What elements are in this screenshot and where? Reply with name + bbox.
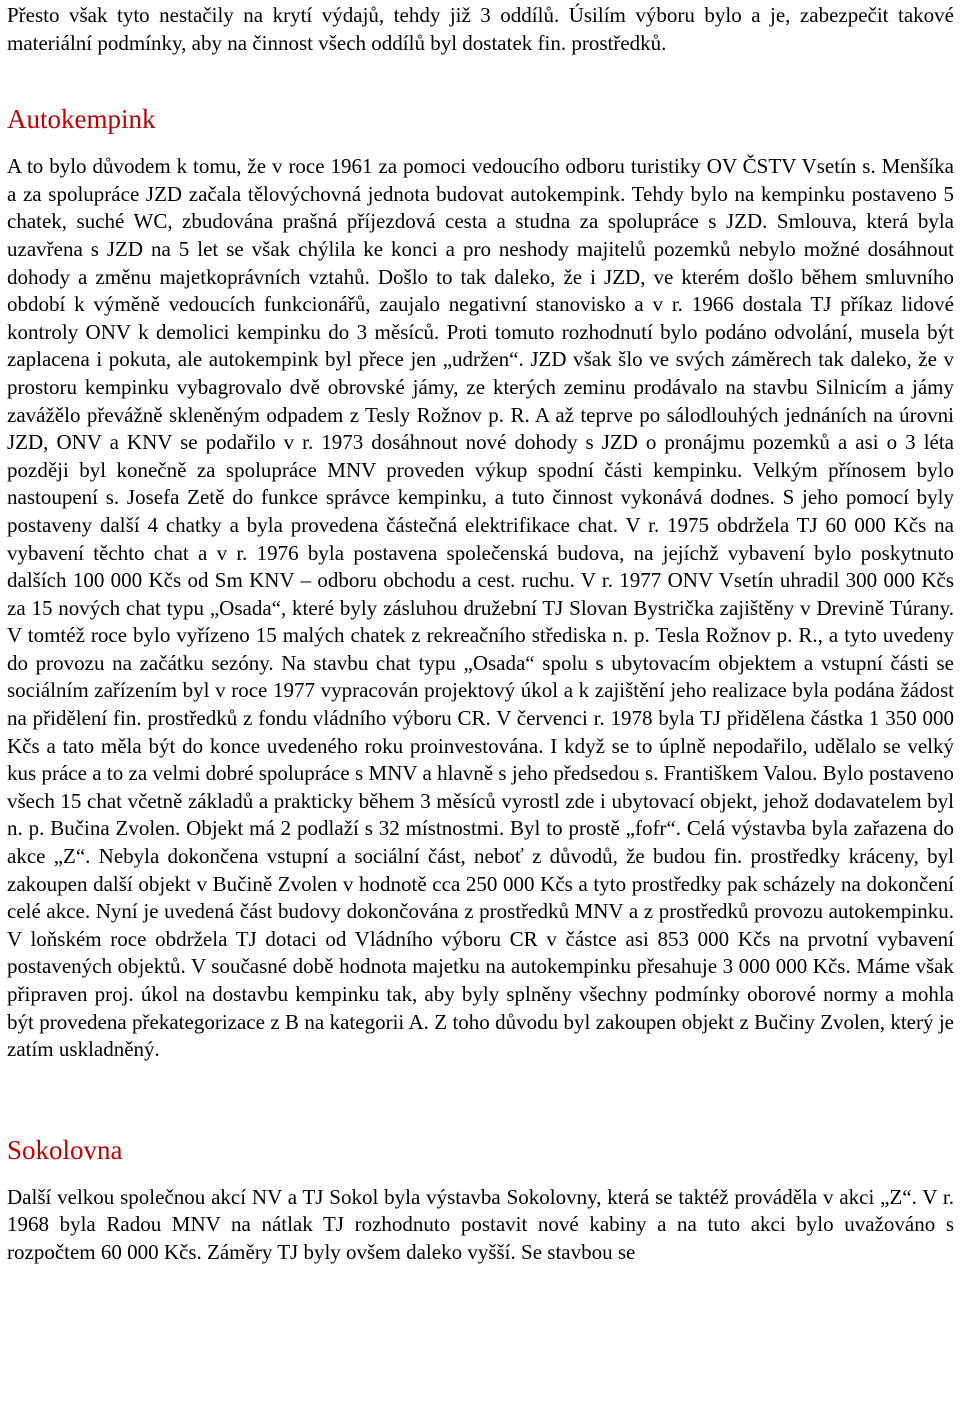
section-heading-autokempink: Autokempink (7, 104, 156, 135)
autokempink-paragraph: A to bylo důvodem k tomu, že v roce 1961 za pomoci vedoucího odboru turistiky OV ČSTV Vsetín s. Menšíka a za spolupráce JZD začala tělovýchovná jednota budovat autokempink. Tehdy bylo na kempinku postaveno 5 chatek, suché WC, zbudována prašná příjezdová cesta a studna za spolupráce s JZD. Smlouva, která byla uzavřena s JZD na 5 let se však chýlila ke konci a pro neshody majitelů pozemků nebylo možné dosáhnout dohody a změnu majetkoprávních vztahů. Došlo to tak daleko, že i JZD, ve kterém došlo během smluvního období k výměně vedoucích funkcionářů, zaujalo negativní stanovisko a v r. 1966 dostala TJ příkaz lidové kontroly ONV k demolici kempinku do 3 měsíců. Proti tomuto rozhodnutí bylo podáno odvolání, musela být zaplacena i pokuta, ale autokempink byl přece jen „udržen“. JZD však šlo ve svých záměrech tak daleko, že v prostoru kempinku vybagrovalo dvě obrovské jámy, ze kterých zeminu prodávalo na stavbu Silnicím a jámy zavážělo převážně skleněným odpadem z Tesly Rožnov p. R. A až teprve po sálodlouhých jednáních na úrovni JZD, ONV a KNV se podařilo v r. 1973 dosáhnout nové dohody s JZD o pronájmu pozemků a asi o 3 léta později byl konečně za spolupráce MNV proveden výkup spodní části kempinku. Velkým přínosem bylo nastoupení s. Josefa Zetě do funkce správce kempinku, a tuto činnost vykonává dodnes. S jeho pomocí byly postaveny další 4 chatky a byla provedena částečná elektrifikace chat. V r. 1975 obdržela TJ 60 000 Kčs na vybavení těchto chat a v r. 1976 byla postavena společenská budova, na jejíchž vybavení bylo poskytnuto dalších 100 000 Kčs od Sm KNV – odboru obchodu a cest. ruchu. V r. 1977 ONV Vsetín uhradil 300 000 Kčs za 15 nových chat typu „Osada“, které byly zásluhou družební TJ Slovan Bystrička zajištěny v Drevině Túrany. V tomtéž roce bylo vyřízeno 15 malých chatek z rekreačního střediska n. p. Tesla Rožnov p. R., a tyto uvedeny do provozu na začátku sezóny. Na stavbu chat typu „Osada“ spolu s ubytovacím objektem a vstupní části se sociálním zařízením byl v roce 1977 vypracován projektový úkol a k zajištění jeho realizace byla podána žádost na přidělení fin. prostředků z fondu vládního výboru CR. V červenci r. 1978 byla TJ přidělena částka 1 350 000 Kčs a tato měla být do konce uvedeného roku proinvestována. I když se to úplně nepodařilo, udělalo se velký kus práce a to za velmi dobré spolupráce s MNV a hlavně s jeho předsedou s. Františkem Valou. Bylo postaveno všech 15 chat včetně základů a prakticky během 3 měsíců vyrostl zde i ubytovací objekt, jehož dodavatelem byl n. p. Bučina Zvolen. Objekt má 2 podlaží s 32 místnostmi. Byl to prostě „fofr“. Celá výstavba byla zařazena do akce „Z“. Nebyla dokončena vstupní a sociální část, neboť z důvodů, že budou fin. prostředky kráceny, byl zakoupen další objekt v Bučině Zvolen v hodnotě cca 250 000 Kčs a tyto prostředky pak scházely na dokončení celé akce. Nyní je uvedená část budovy dokončována z prostředků MNV a z prostředků provozu autokempinku. V loňském roce obdržela TJ dotaci od Vládního výboru CR v částce asi 853 000 Kčs na prvotní vybavení postavených objektů. V současné době hodnota majetku na autokempinku přesahuje 3 000 000 Kčs. Máme však připraven proj. úkol na dostavbu kempinku tak, aby byly splněny všechny podmínky oborové normy a mohla být provedena překategorizace z B na kategorii A. Z toho důvodu byl zakoupen objekt z Bučiny Zvolen, který je zatím uskladněný. (7, 154, 954, 1062)
section-heading-sokolovna: Sokolovna (7, 1134, 123, 1165)
document-page (0, 2, 960, 1410)
sokolovna-paragraph: Další velkou společnou akcí NV a TJ Sokol byla výstavba Sokolovny, která se taktéž prováděla v akci „Z“. V r. 1968 byla Radou MNV na nátlak TJ rozhodnuto postavit nové kabiny a na tuto akci bylo uvažováno s rozpočtem 60 000 Kčs. Záměry TJ byly ovšem daleko vyšší. Se stavbou se (7, 1184, 954, 1264)
intro-paragraph: Přesto však tyto nestačily na krytí výdajů, tehdy již 3 oddílů. Úsilím výboru bylo a je, zabezpečit takové materiální podmínky, aby na činnost všech oddílů byl dostatek fin. prostředků. (7, 3, 954, 55)
